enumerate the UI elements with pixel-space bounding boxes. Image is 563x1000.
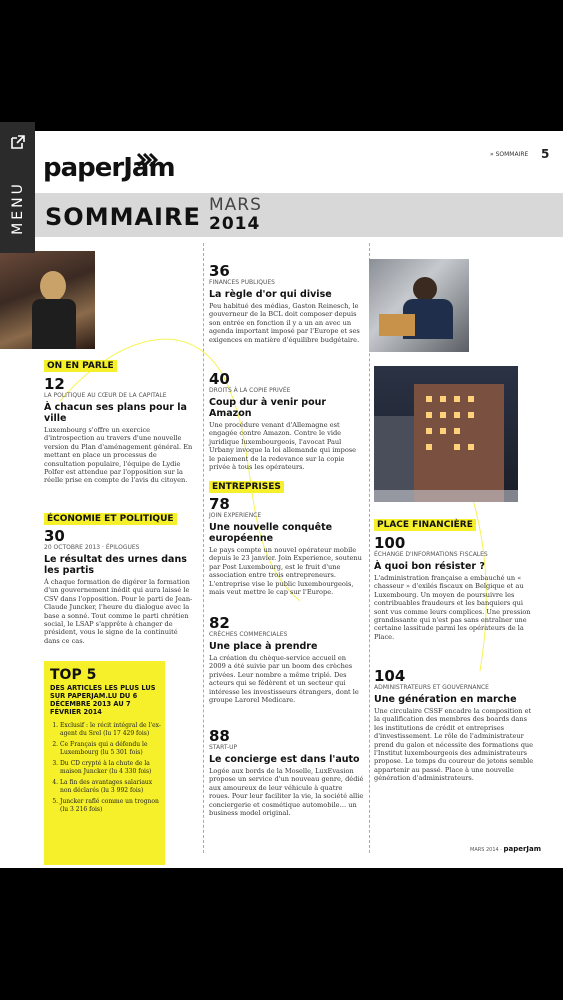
article-headline[interactable]: Une place à prendre bbox=[209, 641, 318, 652]
paperjam-logo: paperJam bbox=[43, 153, 175, 183]
section-label-on-en-parle: ON EN PARLE bbox=[44, 360, 117, 372]
top5-item[interactable]: 2. Ce Français qui a défendu le Luxembourg (lu 5 301 fois) bbox=[60, 741, 161, 757]
photo-building bbox=[374, 366, 518, 502]
issue-month: MARS bbox=[209, 195, 262, 215]
article-headline[interactable]: À chacun ses plans pour la ville bbox=[44, 402, 187, 424]
photo-amazon-worker bbox=[369, 259, 469, 352]
top5-item[interactable]: 1. Exclusif : le récit intégral de l'ex-agent du Srel (lu 17 429 fois) bbox=[60, 722, 161, 738]
article-number: 88 bbox=[209, 727, 230, 745]
article-kicker: JOIN EXPERIENCE bbox=[209, 512, 262, 519]
article-number: 12 bbox=[44, 375, 65, 393]
article-kicker: ADMINISTRATEURS ET GOUVERNANCE bbox=[374, 684, 489, 691]
article-headline[interactable]: Le concierge est dans l'auto bbox=[209, 754, 360, 765]
article-body: L'administration française a embauché un « chasseur » d'exilés fiscaux en Belgique et au Luxembourg. Un moyen de poursuivre les contribuables fraudeurs et les banquiers qui sont vus comme leurs complices. Une pression grandissante qui n'est pas sans entraîner une certaine lassitude parmi les opérateurs de la Place. bbox=[374, 574, 531, 641]
article-36[interactable] bbox=[209, 264, 364, 344]
section-label-economie: ÉCONOMIE ET POLITIQUE bbox=[44, 513, 177, 525]
article-number: 30 bbox=[44, 527, 65, 545]
article-kicker: LA POLITIQUE AU CŒUR DE LA CAPITALE bbox=[44, 392, 167, 399]
article-kicker: CRÈCHES COMMERCIALES bbox=[209, 631, 288, 638]
top5-list bbox=[50, 722, 161, 814]
article-body: Logée aux bords de la Moselle, LuxEvasion propose un service d'un nouveau genre, dédié aux amoureux de leur véhicule à quatre roues. Pour leur faciliter la vie, la société allie conciergerie et cosmétique automobile… un business model original. bbox=[209, 767, 364, 818]
article-body: Luxembourg s'offre un exercice d'introspection au travers d'une nouvelle version du Plan d'aménagement général. En mettant en place un processus de consultation populaire, l'équipe de Lydie Polfer est attendue par l'opposition sur la réelle prise en compte de l'avis du citoyen. bbox=[44, 426, 193, 485]
article-headline[interactable]: Une génération en marche bbox=[374, 694, 517, 705]
article-12[interactable] bbox=[44, 377, 194, 485]
footer-issue: MARS 2014 · bbox=[470, 847, 502, 853]
article-78[interactable] bbox=[209, 497, 364, 596]
page-title: SOMMAIRE bbox=[45, 203, 201, 231]
article-30[interactable] bbox=[44, 529, 194, 645]
article-kicker: DROITS À LA COPIE PRIVÉE bbox=[209, 387, 291, 394]
article-body: Peu habitué des médias, Gaston Reinesch, le gouverneur de la BCL doit composer depuis son entrée en fonction il y a un an avec un agenda important imposé par l'Europe et ses exigences en matière d'équilibre budgétaire. bbox=[209, 302, 360, 344]
top5-subtitle: DES ARTICLES LES PLUS LUS SUR PAPERJAM.LU DU 6 DÉCEMBRE 2013 AU 7 FÉVRIER 2014 bbox=[50, 684, 156, 716]
article-kicker: START-UP bbox=[209, 744, 238, 751]
article-100[interactable] bbox=[374, 536, 534, 641]
footer-brand: paperJam bbox=[503, 845, 542, 853]
article-40[interactable] bbox=[209, 372, 364, 471]
article-kicker: FINANCES PUBLIQUES bbox=[209, 279, 275, 286]
article-kicker: 20 OCTOBRE 2013 · ÉPILOGUES bbox=[44, 544, 140, 551]
article-kicker: ÉCHANGE D'INFORMATIONS FISCALES bbox=[374, 551, 488, 558]
article-number: 36 bbox=[209, 262, 230, 280]
article-body: La création du chèque-service accueil en 2009 a été suivie par un boom des crèches privées. Leur nombre a même triplé. Des acteurs qui se fédèrent et un secteur qui intéresse les investisseurs étrangers, dont le groupe Larorel Medicare. bbox=[209, 654, 359, 705]
article-82[interactable] bbox=[209, 616, 364, 704]
magazine-page bbox=[0, 131, 563, 868]
top5-item[interactable]: 4. La fin des avantages salariaux non déclarés (lu 3 992 fois) bbox=[60, 779, 161, 795]
top5-box bbox=[44, 661, 165, 865]
article-headline[interactable]: À quoi bon résister ? bbox=[374, 561, 485, 572]
article-headline[interactable]: Une nouvelle conquête européenne bbox=[209, 522, 333, 544]
section-label-entreprises: ENTREPRISES bbox=[209, 481, 284, 493]
article-body: À chaque formation de digérer la formation d'un gouvernement inédit qui aura laissé le CSV dans l'opposition. Pour le parti de Jean-Claude Juncker, l'heure du dialogue avec la base a sonné. Tout comme le parti chrétien social, le LSAP s'apprête à changer de président, vous le signe de la continuité dans ce cas. bbox=[44, 578, 193, 645]
article-88[interactable] bbox=[209, 729, 364, 817]
article-104[interactable] bbox=[374, 669, 534, 783]
issue-year: 2014 bbox=[209, 214, 261, 234]
article-number: 40 bbox=[209, 370, 230, 388]
external-link-icon bbox=[10, 134, 26, 150]
article-headline[interactable]: Coup dur à venir pour Amazon bbox=[209, 397, 327, 419]
article-number: 104 bbox=[374, 667, 406, 685]
section-tag: » SOMMAIRE bbox=[490, 151, 529, 158]
article-headline[interactable]: Le résultat des urnes dans les partis bbox=[44, 554, 187, 576]
article-body: Une circulaire CSSF encadre la composition et la qualification des membres des boards dans les institutions de crédit et entreprises d'investissement. Le rôle de l'administrateur prend du galon et nécessite des formations que l'Institut luxembourgeois des administrateurs propose. Le temps du coureur de jetons semble appartenir au passé. Place à une nouvelle génération d'administrateurs. bbox=[374, 707, 534, 783]
section-label-place-financiere: PLACE FINANCIÈRE bbox=[374, 519, 476, 531]
article-body: Le pays compte un nouvel opérateur mobile depuis le 23 janvier. Join Experience, soutenu par Post Luxembourg, est le fruit d'une association entre trois entrepreneurs. L'entreprise vise le public luxembourgeois, mais veut mettre le cap sur l'Europe. bbox=[209, 546, 362, 597]
menu-label: MENU bbox=[9, 181, 26, 235]
top5-item[interactable]: 3. Du CD crypté à la chute de la maison Juncker (lu 4 330 fois) bbox=[60, 760, 161, 776]
article-number: 100 bbox=[374, 534, 406, 552]
menu-tab[interactable] bbox=[0, 122, 35, 253]
top5-title: TOP 5 bbox=[50, 667, 97, 683]
top5-item[interactable]: 5. Juncker raflé comme un trognon (lu 3 216 fois) bbox=[60, 798, 161, 814]
article-headline[interactable]: La règle d'or qui divise bbox=[209, 289, 332, 300]
page-number: 5 bbox=[541, 147, 550, 161]
photo-speaker bbox=[0, 251, 95, 349]
page-footer bbox=[470, 845, 541, 853]
article-body: Une procédure venant d'Allemagne est engagée contre Amazon. Contre le vide juridique luxembourgeois, l'avocat Paul Urbany invoque la loi allemande qui impose le paiement de la redevance sur la copie privée à tous les opérateurs. bbox=[209, 421, 357, 472]
article-number: 82 bbox=[209, 614, 230, 632]
article-number: 78 bbox=[209, 495, 230, 513]
